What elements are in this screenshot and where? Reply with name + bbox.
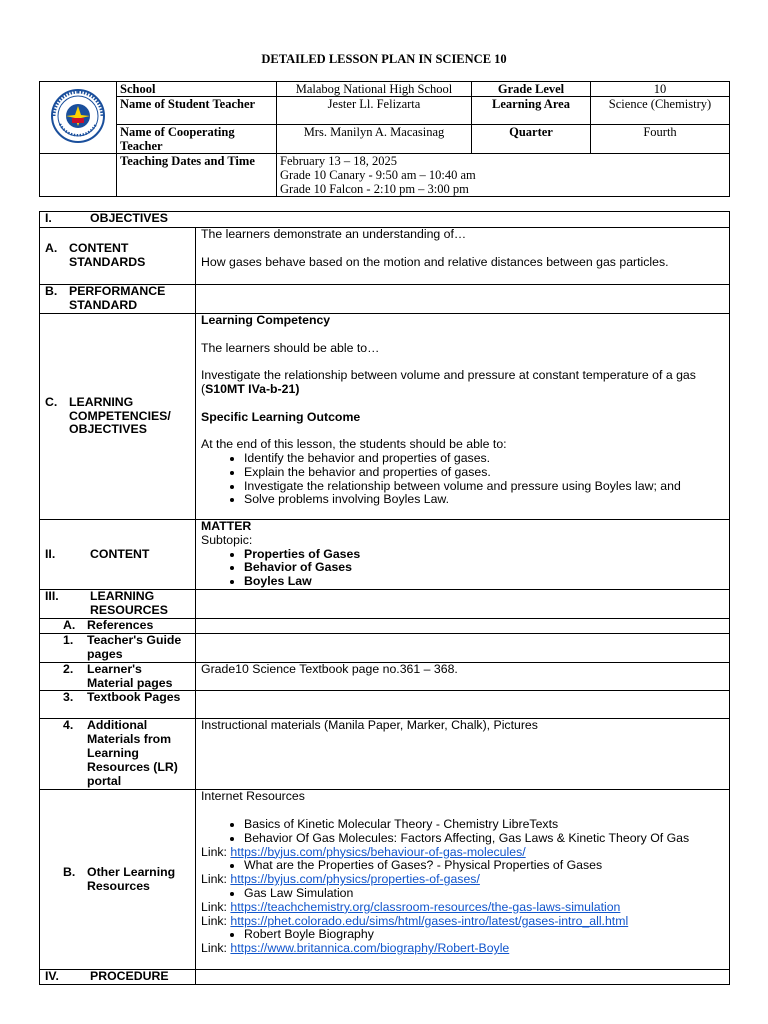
list-item: • Gas Law Simulation: [244, 887, 724, 901]
additional-materials-value: Instructional materials (Manila Paper, Marker, Chalk), Pictures: [196, 719, 730, 790]
list-item: • Robert Boyle Biography: [244, 928, 724, 942]
content-standards-label: A. CONTENT STANDARDS: [40, 228, 196, 285]
learners-material-value: Grade10 Science Textbook page no.361 – 368.: [196, 662, 730, 691]
list-item: • Behavior Of Gas Molecules: Factors Affecting, Gas Laws & Kinetic Theory Of Gas: [244, 832, 724, 846]
empty-cell: [40, 154, 117, 197]
dates-value: [277, 154, 730, 197]
teachers-guide-value: [196, 633, 730, 662]
logo-cell: [40, 82, 117, 154]
objectives-heading: I. OBJECTIVES: [40, 212, 730, 228]
performance-standard-value: [196, 285, 730, 314]
other-resources-label: B. Other Learning Resources: [40, 790, 196, 970]
student-teacher-value: Jester Ll. Felizarta: [277, 97, 472, 125]
procedure-value: [196, 970, 730, 985]
school-label: School: [117, 82, 277, 97]
list-item: • Boyles Law: [244, 575, 724, 589]
list-item: • Behavior of Gases: [244, 561, 724, 575]
resources-label: III. LEARNING RESOURCES: [40, 590, 196, 619]
resource-link[interactable]: https://www.britannica.com/biography/Robert-Boyle: [230, 941, 510, 956]
dates-line: Grade 10 Canary - 9:50 am – 10:40 am: [280, 168, 476, 182]
subtopic-list: [201, 548, 724, 589]
additional-materials-label: 4. Additional Materials from Learning Resources (LR) portal: [40, 719, 196, 790]
content-standards-value: The learners demonstrate an understanding of… How gases behave based on the motion and relative distances between gas particles.: [196, 228, 730, 285]
references-value: [196, 619, 730, 634]
grade-level-label: Grade Level: [472, 82, 591, 97]
lesson-plan-table: [39, 211, 730, 985]
teachers-guide-label: 1. Teacher's Guide pages: [40, 633, 196, 662]
list-item: • Properties of Gases: [244, 548, 724, 562]
internet-resource-list: [201, 887, 724, 901]
resource-link[interactable]: https://teachchemistry.org/classroom-resources/the-gas-laws-simulation: [230, 899, 621, 914]
textbook-pages-label: 3. Textbook Pages: [40, 691, 196, 719]
content-value: MATTER Subtopic: • Properties of Gases • Behavior of Gases • Boyles Law: [196, 520, 730, 590]
coop-teacher-label: Name of Cooperating Teacher: [117, 125, 277, 154]
performance-standard-label: B. PERFORMANCE STANDARD: [40, 285, 196, 314]
coop-teacher-value: Mrs. Manilyn A. Macasinag: [277, 125, 472, 154]
list-item: • Identify the behavior and properties of gases.: [244, 452, 724, 466]
learners-material-label: 2. Learner's Material pages: [40, 662, 196, 691]
student-teacher-label: Name of Student Teacher: [117, 97, 277, 125]
school-value: Malabog National High School: [277, 82, 472, 97]
resources-value: [196, 590, 730, 619]
resource-link[interactable]: https://byjus.com/physics/properties-of-gases/: [230, 872, 480, 887]
list-item: • Basics of Kinetic Molecular Theory - Chemistry LibreTexts: [244, 818, 724, 832]
competencies-value: Learning Competency The learners should be able to… Investigate the relationship between volume and pressure at constant temperature of a gas (S10MT IVa-b-21) Specific Learning Outcome At the end of this lesson, the students should be able to: • Identify the behavior and properties of gases. • Explain the behavior and properties of gases. • Investigate the relationship between volume and pressure using Boyles law; and • Solve problems involving Boyles Law.: [196, 314, 730, 520]
procedure-label: IV. PROCEDURE: [40, 970, 196, 985]
other-resources-value: Internet Resources • Basics of Kinetic Molecular Theory - Chemistry LibreTexts • Behavior Of Gas Molecules: Factors Affecting, Gas Laws & Kinetic Theory Of Gas Link: https://byjus.com/physics/behaviour-of-gas-molecules/ • What are the Properties of Gases? - Physical Properties of Gases Link: https://byjus.com/physics/properties-of-gases/ • Gas Law Simulation Link: https://teachchemistry.org/classroom-resources/the-gas-laws-simulation Link: https://phet.colorado.edu/sims/html/gases-intro/latest/gases-intro_all.html • Robert Boyle Biography Link: https://www.britannica.com/biography/Robert-Boyle: [196, 790, 730, 970]
list-item: • Investigate the relationship between volume and pressure using Boyles law; and: [244, 480, 724, 494]
dates-line: February 13 – 18, 2025: [280, 154, 397, 168]
internet-resource-list: [201, 928, 724, 942]
outcome-list: [201, 452, 724, 507]
header-table: [39, 81, 730, 197]
competencies-label: C. LEARNING COMPETENCIES/ OBJECTIVES: [40, 314, 196, 520]
list-item: • Explain the behavior and properties of gases.: [244, 466, 724, 480]
list-item: • What are the Properties of Gases? - Physical Properties of Gases: [244, 859, 724, 873]
grade-level-value: 10: [591, 82, 730, 97]
list-item: • Solve problems involving Boyles Law.: [244, 493, 724, 507]
internet-resource-list: [201, 818, 724, 846]
dates-label: Teaching Dates and Time: [117, 154, 277, 197]
quarter-value: Fourth: [591, 125, 730, 154]
resource-link[interactable]: https://byjus.com/physics/behaviour-of-gas-molecules/: [230, 844, 526, 859]
document-title: DETAILED LESSON PLAN IN SCIENCE 10: [261, 52, 507, 66]
deped-seal-icon: [50, 88, 106, 144]
content-label: II. CONTENT: [40, 520, 196, 590]
dates-line: Grade 10 Falcon - 2:10 pm – 3:00 pm: [280, 182, 469, 196]
textbook-pages-value: [196, 691, 730, 719]
references-label: A. References: [40, 619, 196, 634]
resource-link[interactable]: https://phet.colorado.edu/sims/html/gases-intro/latest/gases-intro_all.html: [230, 913, 629, 928]
internet-resource-list: [201, 859, 724, 873]
quarter-label: Quarter: [472, 125, 591, 154]
learning-area-label: Learning Area: [472, 97, 591, 125]
learning-area-value: Science (Chemistry): [591, 97, 730, 125]
